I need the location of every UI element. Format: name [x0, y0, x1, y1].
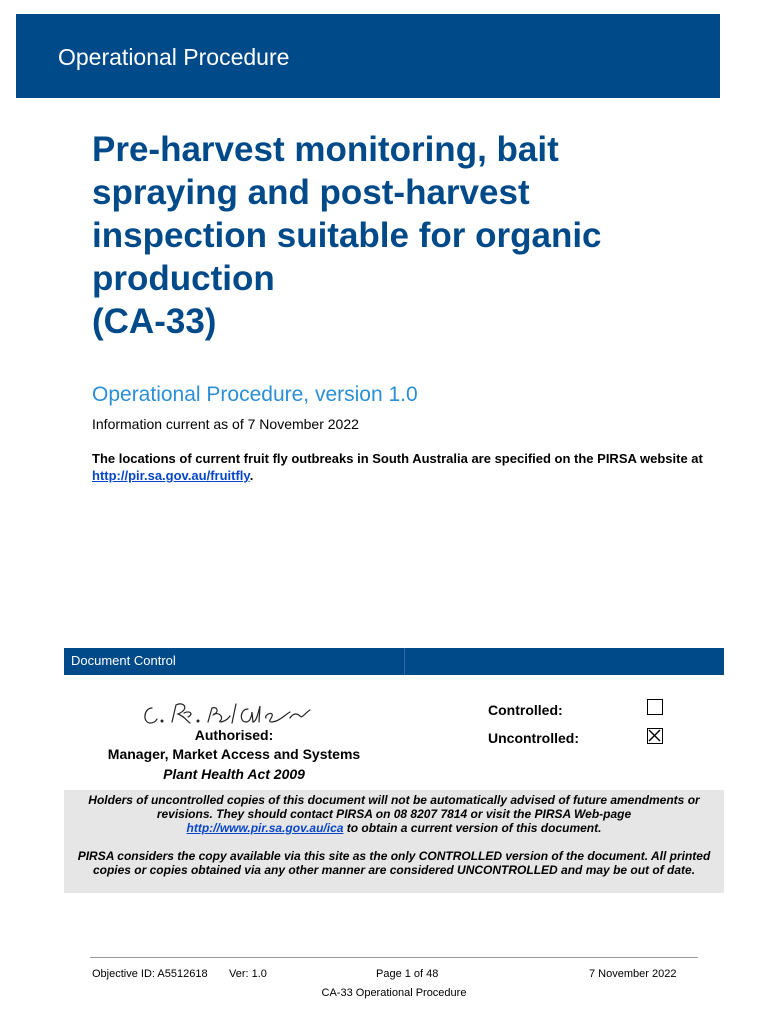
ica-link[interactable]: http://www.pir.sa.gov.au/ica	[186, 821, 344, 835]
outbreak-notice	[92, 450, 712, 484]
document-title	[92, 128, 712, 343]
act-reference: Plant Health Act 2009	[163, 766, 305, 782]
header-title: Operational Procedure	[58, 44, 290, 70]
footer-version: Ver: 1.0	[229, 968, 267, 980]
uncontrolled-checkbox[interactable]	[647, 728, 663, 744]
authorised-label: Authorised:	[194, 727, 274, 743]
footer-doc-name: CA-33 Operational Procedure	[321, 987, 467, 999]
controlled-label: Controlled:	[488, 702, 563, 718]
info-current: Information current as of 7 November 2022	[92, 416, 359, 432]
document-control-label: Document Control	[71, 653, 176, 668]
authorised-block	[64, 726, 404, 764]
notice-end: .	[249, 468, 254, 483]
document-control-bar	[64, 648, 724, 675]
disclaimer-text-1: Holders of uncontrolled copies of this document will not be automatically advised of future amendments or revisions. They should contact PIRSA on 08 8207 7814 or visit the PIRSA Web-page	[88, 793, 700, 821]
header-banner	[16, 14, 720, 98]
disclaimer-box	[64, 790, 724, 893]
footer-rule	[90, 957, 698, 958]
document-subtitle: Operational Procedure, version 1.0	[92, 383, 418, 406]
fruitfly-link[interactable]: http://pir.sa.gov.au/fruitfly	[92, 468, 250, 483]
notice-text: The locations of current fruit fly outbreaks in South Australia are specified on the PIRSA website at	[92, 451, 703, 466]
disclaimer-para-2: PIRSA considers the copy available via this site as the only CONTROLLED version of the document. All printed copies or copies obtained via any other manner are considered UNCONTROLLED and may be out of date.	[77, 849, 711, 877]
disclaimer-para-1	[64, 790, 724, 835]
title-line: production	[92, 259, 275, 298]
footer-date: 7 November 2022	[589, 968, 677, 980]
authorised-role: Manager, Market Access and Systems	[107, 746, 361, 762]
title-line: inspection suitable for organic	[92, 216, 602, 255]
title-line: spraying and post-harvest	[92, 173, 530, 212]
title-line: Pre-harvest monitoring, bait	[92, 130, 559, 169]
checked-x-icon	[648, 729, 661, 742]
footer-page: Page 1 of 48	[376, 968, 439, 980]
footer-objective-id: Objective ID: A5512618	[92, 968, 208, 980]
controlled-checkbox[interactable]	[647, 699, 663, 715]
uncontrolled-label: Uncontrolled:	[488, 730, 579, 746]
disclaimer-end-1: to obtain a current version of this document.	[343, 821, 602, 835]
title-line: (CA-33)	[92, 302, 217, 341]
bar-divider	[404, 648, 405, 675]
